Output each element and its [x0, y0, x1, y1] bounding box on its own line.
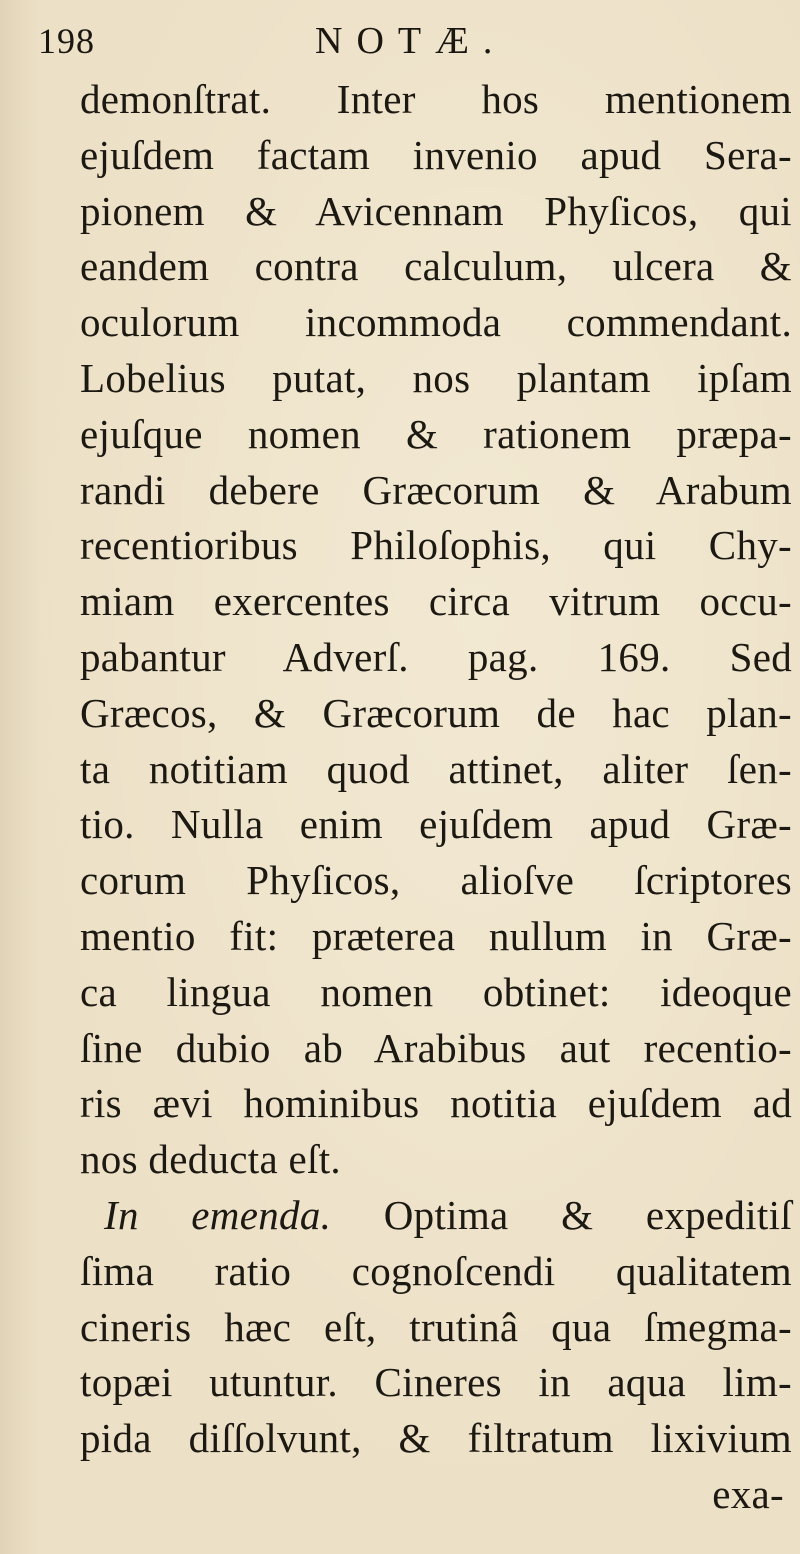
text-line: ca lingua nomen obtinet: ideoque — [80, 968, 792, 1015]
text-line: ſine dubio ab Arabibus aut recentio- — [80, 1024, 792, 1071]
text-line: recentioribus Philoſophis, qui Chy- — [80, 522, 792, 569]
section-line: ſima ratio cognoſcendi qualitatem — [80, 1247, 792, 1294]
section-line: topæi utuntur. Cineres in aqua lim- — [80, 1359, 792, 1406]
section-lead: In emenda. — [104, 1191, 332, 1238]
catchword: exa- — [712, 1470, 784, 1517]
section-first-line-rest: Optima & expeditiſ — [383, 1191, 792, 1238]
text-line: eandem contra calculum, ulcera & — [80, 243, 792, 290]
page-number: 198 — [38, 21, 95, 61]
text-line: mentio fit: præterea nullum in Græ- — [80, 912, 792, 959]
text-line: ris ævi hominibus notitia ejuſdem ad — [80, 1080, 792, 1127]
text-line: pabantur Adverſ. pag. 169. Sed — [80, 633, 792, 680]
section-line: cineris hæc eſt, trutinâ qua ſmegma- — [80, 1303, 792, 1350]
text-line: miam exercentes circa vitrum occu- — [80, 578, 792, 625]
section-first-line — [80, 1188, 792, 1244]
text-line: Lobelius putat, nos plantam ipſam — [80, 354, 792, 401]
text-line: oculorum incommoda commendant. — [80, 299, 792, 346]
running-head: NOTÆ. — [315, 20, 507, 62]
text-line: nos deducta eſt. — [80, 1136, 341, 1183]
text-line: randi debere Græcorum & Arabum — [80, 466, 792, 513]
text-line: ejuſque nomen & rationem præpa- — [80, 410, 792, 457]
text-line: tio. Nulla enim ejuſdem apud Græ- — [80, 801, 792, 848]
text-line: ejuſdem factam invenio apud Sera- — [80, 131, 792, 178]
section-line: pida diſſolvunt, & filtratum lixivium — [80, 1415, 792, 1462]
text-line: Græcos, & Græcorum de hac plan- — [80, 689, 792, 736]
text-line: corum Phyſicos, alioſve ſcriptores — [80, 857, 792, 904]
text-line: ta notitiam quod attinet, aliter ſen- — [80, 745, 792, 792]
body-text — [80, 72, 792, 1523]
text-line: demonſtrat. Inter hos mentionem — [80, 76, 792, 122]
page-header — [0, 18, 800, 68]
text-line: pionem & Avicennam Phyſicos, qui — [80, 187, 792, 234]
